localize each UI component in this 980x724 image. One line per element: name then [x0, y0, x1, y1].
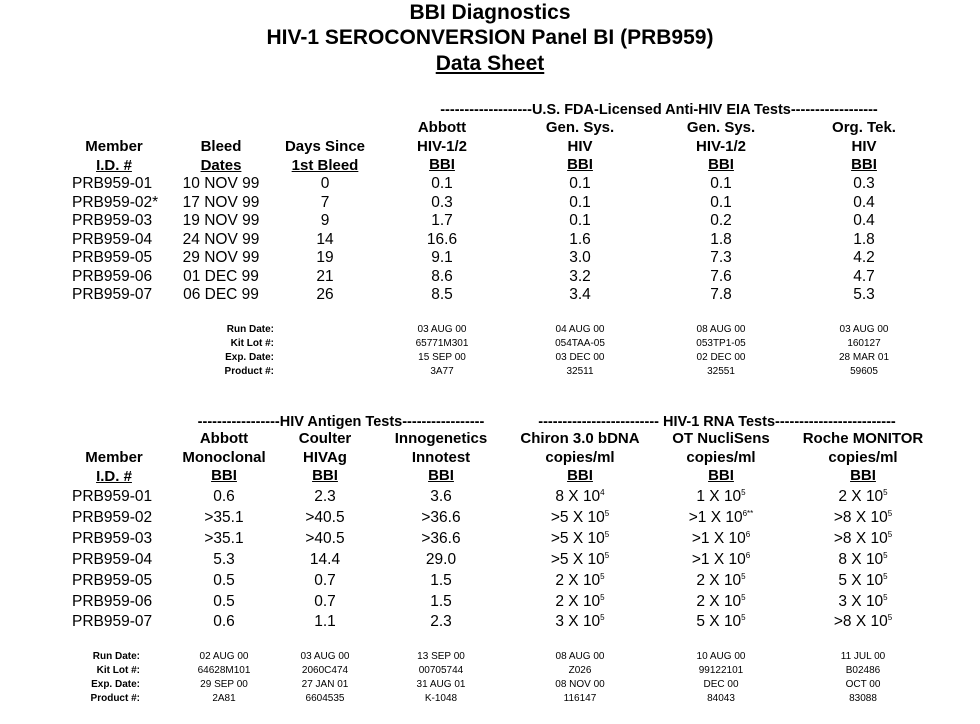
rna-value — [689, 509, 754, 528]
column-header-line: OT NucliSens — [672, 430, 770, 447]
eia-group-label: -------------------U.S. FDA-Licensed Anti-HIV EIA Tests------------------ — [440, 102, 878, 118]
value-exponent: 5 — [741, 571, 746, 581]
value-base: 5 X 10 — [838, 571, 884, 589]
value-base: >8 X 10 — [833, 529, 888, 547]
test-info-value: 03 AUG 00 — [839, 324, 889, 335]
column-header-line: HIVAg — [303, 448, 347, 466]
value-base: 0.7 — [314, 592, 336, 610]
column-header-line: Member — [85, 449, 143, 466]
eia-value: 3.2 — [569, 267, 591, 285]
days-since: 7 — [320, 193, 330, 211]
member-id: PRB959-03 — [72, 212, 153, 229]
antigen-value — [430, 488, 452, 507]
member-id: PRB959-02 — [72, 508, 153, 526]
column-header — [169, 430, 279, 486]
value-base: 3 X 10 — [838, 592, 884, 610]
antigen-value — [213, 593, 235, 612]
member-id: PRB959-03 — [72, 529, 153, 547]
value-base: >1 X 10 — [691, 529, 746, 547]
rna-value — [551, 509, 609, 528]
eia-value: 0.1 — [569, 193, 591, 211]
sheet-title: Data Sheet — [435, 52, 545, 75]
test-info-label: Exp. Date: — [91, 679, 140, 690]
value-base: 0.6 — [213, 488, 235, 505]
test-info-value: 65771M301 — [415, 338, 469, 349]
value-base: >5 X 10 — [550, 550, 605, 568]
column-header — [505, 430, 655, 486]
column-header-line: BBI — [850, 467, 876, 484]
test-info-value: 03 AUG 00 — [417, 324, 467, 335]
eia-value: 1.6 — [569, 230, 591, 248]
column-header-line: BBI — [708, 156, 734, 173]
value-base: 2 X 10 — [555, 592, 601, 610]
test-info-value: 04 AUG 00 — [555, 324, 605, 335]
antigen-value — [430, 613, 452, 632]
test-info-value: Z026 — [568, 665, 592, 676]
column-header-line: Innotest — [411, 448, 471, 466]
rna-value — [838, 593, 887, 612]
test-info-value: 10 AUG 00 — [696, 651, 746, 662]
member-id: PRB959-05 — [72, 571, 153, 589]
value-exponent: 6** — [742, 508, 754, 518]
member-id: PRB959-01 — [72, 488, 153, 505]
member-id: PRB959-06 — [72, 267, 153, 285]
column-header — [788, 430, 938, 486]
antigen-value — [213, 613, 235, 632]
antigen-value — [430, 572, 452, 591]
test-info-label: Kit Lot #: — [96, 665, 140, 676]
value-base: 1.1 — [314, 613, 336, 631]
column-header — [656, 119, 786, 175]
column-header-line: Org. Tek. — [832, 119, 896, 136]
eia-value: 0.1 — [710, 175, 732, 192]
eia-value: 16.6 — [426, 230, 458, 248]
value-exponent: 5 — [600, 571, 605, 581]
bleed-date: 29 NOV 99 — [182, 249, 260, 266]
value-base: 2 X 10 — [838, 488, 884, 505]
antigen-value — [305, 509, 344, 528]
value-base: 3.6 — [430, 488, 452, 505]
rna-value — [838, 572, 887, 591]
value-base: 2 X 10 — [696, 592, 742, 610]
test-info-value: 3A77 — [430, 366, 454, 377]
value-base: >8 X 10 — [833, 613, 888, 631]
column-header-line: HIV-1/2 — [416, 137, 468, 155]
test-info-value: 02 DEC 00 — [696, 352, 746, 363]
rna-value — [551, 551, 609, 570]
column-header-line: Dates — [200, 156, 242, 174]
value-base: >8 X 10 — [833, 508, 888, 526]
rna-value — [692, 530, 750, 549]
test-info-value: 02 AUG 00 — [199, 651, 249, 662]
column-header — [376, 430, 506, 486]
eia-value: 3.4 — [569, 286, 591, 303]
value-base: 2.3 — [430, 613, 452, 631]
column-header — [270, 138, 380, 175]
column-header — [651, 430, 791, 486]
test-info-value: 59605 — [850, 366, 878, 377]
test-info-label: Product #: — [90, 693, 140, 704]
test-info-value: 99122101 — [698, 665, 744, 676]
value-exponent: 4 — [600, 488, 605, 497]
column-header-line: BBI — [567, 467, 593, 484]
column-header-line: BBI — [428, 467, 454, 484]
rna-value — [696, 593, 745, 612]
eia-value: 7.8 — [710, 286, 732, 303]
test-info-label: Kit Lot #: — [230, 338, 274, 349]
value-base: 2 X 10 — [696, 571, 742, 589]
rna-group-label: ------------------------- HIV-1 RNA Tests------------------------- — [538, 414, 896, 430]
member-id: PRB959-07 — [72, 613, 153, 631]
value-base: 1.5 — [430, 571, 452, 589]
bleed-date: 06 DEC 99 — [183, 286, 259, 303]
test-info-value: 08 NOV 00 — [555, 679, 605, 690]
eia-value: 0.4 — [853, 193, 875, 211]
column-header-line: BBI — [429, 156, 455, 173]
value-base: >40.5 — [305, 529, 345, 547]
days-since: 26 — [316, 286, 334, 303]
column-header — [799, 119, 929, 175]
eia-value: 0.3 — [431, 193, 453, 211]
value-exponent: 5 — [604, 550, 610, 560]
rna-value — [555, 613, 604, 632]
rna-value — [838, 488, 887, 507]
value-base: 0.7 — [314, 571, 336, 589]
eia-value: 0.4 — [853, 212, 875, 229]
bleed-date: 19 NOV 99 — [182, 212, 260, 229]
column-header-line: Abbott — [199, 430, 249, 447]
rna-value — [696, 488, 745, 507]
value-base: >40.5 — [305, 508, 345, 526]
test-info-value: 15 SEP 00 — [418, 352, 466, 363]
eia-value: 0.1 — [569, 175, 591, 192]
column-header-line: 1st Bleed — [291, 156, 359, 174]
column-header-line: HIV — [567, 137, 593, 155]
test-info-value: 29 SEP 00 — [200, 679, 248, 690]
test-info-value: 08 AUG 00 — [555, 651, 605, 662]
value-exponent: 5 — [741, 613, 746, 623]
test-info-value: 08 AUG 00 — [696, 324, 746, 335]
rna-value — [555, 593, 604, 612]
member-id: PRB959-02* — [72, 193, 159, 211]
antigen-value — [213, 572, 235, 591]
eia-value: 0.2 — [710, 212, 732, 229]
value-base: 3 X 10 — [555, 613, 601, 631]
antigen-value — [213, 488, 235, 507]
column-header-line: Days Since — [284, 138, 366, 155]
test-info-value: K-1048 — [424, 693, 458, 704]
column-header-line: Monoclonal — [182, 448, 266, 466]
test-info-value: 03 AUG 00 — [300, 651, 350, 662]
eia-value: 4.2 — [853, 249, 875, 266]
test-info-label: Exp. Date: — [225, 352, 274, 363]
value-base: >5 X 10 — [550, 529, 605, 547]
antigen-value — [314, 593, 336, 612]
column-header-line: copies/ml — [828, 448, 898, 466]
days-since: 19 — [316, 249, 334, 266]
column-header-line: Gen. Sys. — [545, 119, 615, 136]
column-header-line: copies/ml — [686, 448, 756, 466]
value-exponent: 5 — [883, 592, 888, 602]
test-info-value: 160127 — [847, 338, 881, 349]
test-info-value: 32511 — [566, 366, 594, 377]
value-base: 1 X 10 — [696, 488, 742, 505]
eia-value: 0.1 — [431, 175, 453, 192]
column-header-line: Roche MONITOR — [802, 430, 924, 447]
member-id: PRB959-04 — [72, 550, 153, 568]
test-info-value: 03 DEC 00 — [555, 352, 605, 363]
eia-value: 5.3 — [853, 286, 875, 303]
eia-value: 1.7 — [431, 212, 453, 229]
antigen-value — [421, 509, 460, 528]
test-info-value: 83088 — [849, 693, 877, 704]
test-info-value: 28 MAR 01 — [838, 352, 890, 363]
column-header-line: Innogenetics — [394, 430, 488, 447]
column-header-line: BBI — [211, 467, 237, 484]
antigen-value — [213, 551, 235, 570]
test-info-value: 2A81 — [212, 693, 236, 704]
eia-value: 0.1 — [569, 212, 591, 229]
column-header — [515, 119, 645, 175]
column-header-line: Bleed — [200, 138, 242, 155]
company-name: BBI Diagnostics — [409, 1, 571, 24]
rna-value — [834, 530, 892, 549]
rna-value — [692, 551, 750, 570]
value-exponent: 5 — [883, 550, 888, 560]
antigen-value — [314, 613, 336, 632]
eia-value: 1.8 — [853, 230, 875, 248]
value-exponent: 5 — [741, 592, 746, 602]
value-base: 2 X 10 — [555, 571, 601, 589]
value-base: 5 X 10 — [696, 613, 742, 631]
test-info-value: OCT 00 — [845, 679, 881, 690]
test-info-value: 2060C474 — [301, 665, 349, 676]
value-exponent: 6 — [745, 529, 751, 539]
value-base: 0.5 — [213, 571, 235, 589]
panel-title: HIV-1 SEROCONVERSION Panel BI (PRB959) — [266, 26, 714, 49]
days-since: 0 — [320, 175, 330, 192]
bleed-date: 01 DEC 99 — [183, 267, 259, 285]
value-base: >35.1 — [204, 508, 244, 526]
test-info-value: 32551 — [707, 366, 735, 377]
column-header — [387, 119, 497, 175]
rna-value — [696, 613, 745, 632]
value-base: 29.0 — [425, 550, 457, 568]
antigen-value — [204, 530, 243, 549]
eia-value: 0.1 — [710, 193, 732, 211]
test-info-value: 11 JUL 00 — [840, 651, 886, 662]
member-id: PRB959-01 — [72, 175, 153, 192]
eia-value: 4.7 — [853, 267, 875, 285]
value-base: >36.6 — [421, 508, 461, 526]
value-base: 0.5 — [213, 592, 235, 610]
antigen-value — [430, 593, 452, 612]
test-info-value: 00705744 — [418, 665, 464, 676]
test-info-label: Run Date: — [92, 651, 140, 662]
column-header-line: HIV-1/2 — [695, 137, 747, 155]
value-base: >1 X 10 — [691, 550, 746, 568]
member-id: PRB959-06 — [72, 592, 153, 610]
column-header-line: Chiron 3.0 bDNA — [520, 430, 640, 447]
value-base: >5 X 10 — [550, 508, 605, 526]
value-base: >1 X 10 — [688, 508, 743, 526]
value-exponent: 5 — [604, 529, 610, 539]
member-id: PRB959-04 — [72, 230, 153, 248]
column-header-line: Coulter — [298, 430, 352, 447]
value-base: >36.6 — [421, 529, 461, 547]
column-header-line: copies/ml — [545, 448, 615, 466]
antigen-value — [314, 488, 336, 507]
test-info-value: 6604535 — [305, 693, 345, 704]
column-header-line: Gen. Sys. — [686, 119, 756, 136]
value-exponent: 5 — [600, 592, 605, 602]
value-exponent: 5 — [887, 613, 893, 623]
column-header — [59, 138, 169, 175]
column-header-line: BBI — [312, 467, 338, 484]
bleed-date: 24 NOV 99 — [182, 230, 260, 248]
test-info-value: 116147 — [563, 693, 597, 704]
column-header-line: Abbott — [417, 119, 467, 136]
value-exponent: 5 — [741, 488, 746, 497]
antigen-value — [314, 572, 336, 591]
test-info-value: 64628M101 — [197, 665, 251, 676]
column-header — [59, 449, 169, 486]
column-header-line: Member — [85, 138, 143, 155]
column-header — [176, 138, 266, 175]
value-base: 14.4 — [309, 550, 341, 568]
eia-value: 1.8 — [710, 230, 732, 248]
rna-value — [834, 613, 892, 632]
eia-value: 9.1 — [431, 249, 453, 266]
test-info-label: Product #: — [224, 366, 274, 377]
value-base: 1.5 — [430, 592, 452, 610]
antigen-value — [310, 551, 340, 570]
test-info-label: Run Date: — [226, 324, 274, 335]
antigen-value — [305, 530, 344, 549]
rna-value — [551, 530, 609, 549]
column-header-line: HIV — [851, 137, 877, 155]
rna-value — [696, 572, 745, 591]
value-exponent: 5 — [883, 571, 888, 581]
member-id: PRB959-07 — [72, 286, 153, 303]
rna-value — [555, 488, 604, 507]
rna-value — [834, 509, 892, 528]
antigen-group-label: -----------------HIV Antigen Tests----------------- — [197, 414, 485, 430]
test-info-value: 054TAA-05 — [555, 338, 605, 349]
value-exponent: 5 — [887, 529, 893, 539]
value-base: 8 X 10 — [555, 488, 601, 505]
value-exponent: 5 — [600, 613, 605, 623]
value-base: 2.3 — [314, 488, 336, 505]
days-since: 14 — [316, 230, 334, 248]
value-exponent: 5 — [604, 508, 610, 518]
test-info-value: DEC 00 — [703, 679, 739, 690]
bleed-date: 10 NOV 99 — [182, 175, 260, 192]
rna-value — [555, 572, 604, 591]
eia-value: 8.6 — [431, 267, 453, 285]
column-header-line: I.D. # — [96, 467, 132, 485]
column-header-line: BBI — [567, 156, 593, 173]
column-header-line: BBI — [851, 156, 877, 173]
test-info-value: 053TP1-05 — [696, 338, 746, 349]
days-since: 9 — [320, 212, 330, 229]
value-exponent: 5 — [887, 508, 893, 518]
value-exponent: 5 — [883, 488, 888, 497]
test-info-value: 13 SEP 00 — [417, 651, 465, 662]
antigen-value — [426, 551, 456, 570]
bleed-date: 17 NOV 99 — [182, 193, 260, 211]
antigen-value — [421, 530, 460, 549]
value-base: 5.3 — [213, 550, 235, 568]
eia-value: 7.6 — [710, 267, 732, 285]
eia-value: 8.5 — [431, 286, 453, 303]
column-header — [280, 430, 370, 486]
test-info-value: 31 AUG 01 — [416, 679, 466, 690]
test-info-value: 84043 — [707, 693, 735, 704]
test-info-value: B02486 — [845, 665, 881, 676]
eia-value: 3.0 — [569, 249, 591, 266]
test-info-value: 27 JAN 01 — [301, 679, 349, 690]
days-since: 21 — [316, 267, 334, 285]
value-exponent: 6 — [745, 550, 751, 560]
eia-value: 0.3 — [853, 175, 875, 192]
rna-value — [838, 551, 887, 570]
value-base: >35.1 — [204, 529, 244, 547]
value-base: 0.6 — [213, 613, 235, 631]
eia-value: 7.3 — [710, 249, 732, 266]
value-base: 8 X 10 — [838, 550, 884, 568]
antigen-value — [204, 509, 243, 528]
column-header-line: BBI — [708, 467, 734, 484]
column-header-line: I.D. # — [96, 156, 132, 174]
member-id: PRB959-05 — [72, 249, 153, 266]
